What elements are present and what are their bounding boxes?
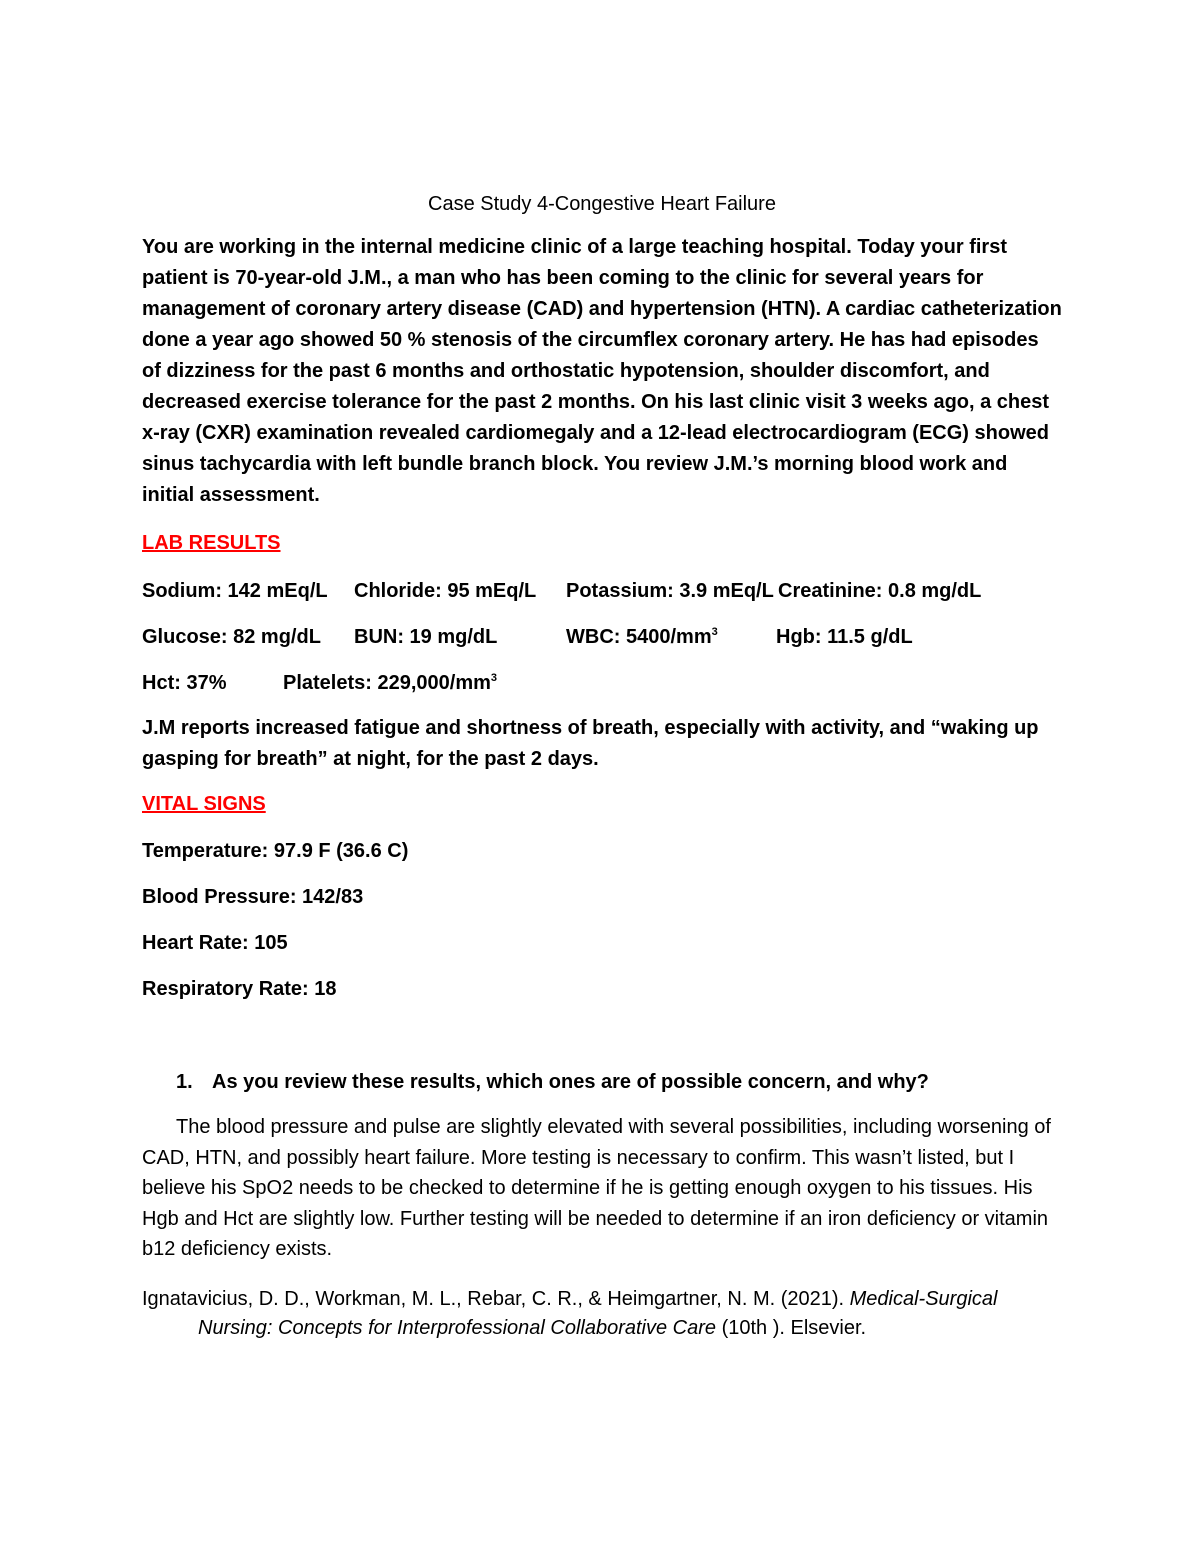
lab-platelets — [283, 669, 497, 697]
document-title: Case Study 4-Congestive Heart Failure — [428, 193, 776, 215]
patient-report: J.M reports increased fatigue and shortness of breath, especially with activity, and “waking up gasping for breath” at night, for the past 2 days. — [142, 717, 1039, 770]
vital-signs-heading: VITAL SIGNS — [142, 793, 266, 815]
question-text: As you review these results, which ones are of possible concern, and why? — [212, 1071, 929, 1093]
vital-respiratory-rate: Respiratory Rate: 18 — [142, 978, 337, 1000]
case-intro: You are working in the internal medicine clinic of a large teaching hospital. Today your first patient is 70-year-old J.M., a man who has been coming to the clinic for several years for management of coronary artery disease (CAD) and hypertension (HTN). A cardiac catheterization done a year ago showed 50 % stenosis of the circumflex coronary artery. He has had episodes of dizziness for the past 6 months and orthostatic hypotension, shoulder discomfort, and decreased exercise tolerance for the past 2 months. On his last clinic visit 3 weeks ago, a chest x-ray (CXR) examination revealed cardiomegaly and a 12-lead electrocardiogram (ECG) showed sinus tachycardia with left bundle branch block. You review J.M.’s morning blood work and initial assessment. — [142, 236, 1062, 506]
lab-hct: Hct: 37% — [142, 672, 227, 694]
lab-sodium: Sodium: 142 mEq/L — [142, 580, 328, 602]
question-number: 1. — [176, 1071, 193, 1093]
question-1 — [142, 1068, 1062, 1096]
reference-citation — [142, 1285, 1062, 1343]
lab-chloride: Chloride: 95 mEq/L — [354, 580, 537, 602]
vital-blood-pressure: Blood Pressure: 142/83 — [142, 886, 364, 908]
lab-results-heading: LAB RESULTS — [142, 532, 281, 554]
lab-bun: BUN: 19 mg/dL — [354, 626, 498, 648]
vital-temperature: Temperature: 97.9 F (36.6 C) — [142, 840, 409, 862]
lab-hgb: Hgb: 11.5 g/dL — [776, 626, 913, 648]
lab-platelets-text: Platelets: 229,000/mm — [283, 672, 491, 694]
answer-1: The blood pressure and pulse are slightly elevated with several possibilities, including worsening of CAD, HTN, and possibly heart failure. More testing is necessary to confirm. This wasn’t listed, but I believe his SpO2 needs to be checked to determine if he is getting enough oxygen to his tissues. His Hgb and Hct are slightly low. Further testing will be needed to determine if an iron deficiency or vitamin b12 deficiency exists. — [142, 1116, 1051, 1260]
lab-row-1 — [142, 577, 1062, 605]
lab-creatinine: Creatinine: 0.8 mg/dL — [778, 580, 982, 602]
lab-glucose: Glucose: 82 mg/dL — [142, 626, 321, 648]
lab-wbc-superscript: 3 — [711, 626, 718, 638]
lab-potassium: Potassium: 3.9 mEq/L — [566, 580, 774, 602]
vital-heart-rate: Heart Rate: 105 — [142, 932, 288, 954]
citation-authors: Ignatavicius, D. D., Workman, M. L., Rebar, C. R., & Heimgartner, N. M. (2021). — [142, 1287, 850, 1310]
lab-wbc-text: WBC: 5400/mm — [566, 626, 712, 648]
citation-book-title: Medical-Surgical Nursing: Concepts for Interprofessional Collaborative Care — [198, 1287, 998, 1339]
lab-row-2 — [142, 623, 1062, 651]
lab-wbc — [566, 623, 718, 651]
citation-edition: (10th ). Elsevier. — [716, 1316, 867, 1339]
lab-platelets-superscript: 3 — [490, 672, 498, 684]
document-body — [142, 190, 1062, 1343]
lab-row-3 — [142, 669, 1062, 697]
